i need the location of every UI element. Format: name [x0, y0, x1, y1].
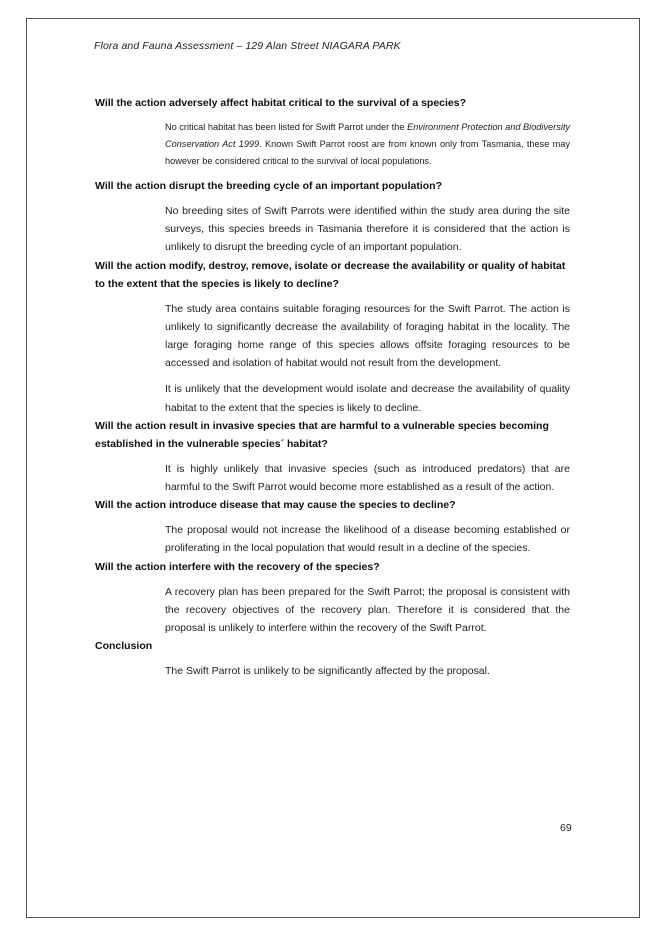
paragraph-text: . Known Swift Parrot roost are from known only from Tasmania, these may however be considered critical to the survival of local populations.	[165, 139, 570, 166]
section-heading: Will the action introduce disease that may cause the species to decline?	[95, 499, 456, 512]
section-disease	[95, 496, 570, 557]
section-heading: Will the action interfere with the recovery of the species?	[95, 560, 380, 573]
section-paragraph	[165, 119, 570, 170]
section-heading: Will the action modify, destroy, remove, isolate or decrease the availability or quality of habitat to the extent that the species is likely to decline?	[95, 259, 566, 290]
section-conclusion	[95, 637, 570, 680]
section-breeding-cycle	[95, 177, 570, 257]
section-habitat-modification	[95, 257, 570, 417]
page-number: 69	[560, 822, 572, 834]
section-paragraph: It is highly unlikely that invasive species (such as introduced predators) that are harmful to the Swift Parrot would become more established as a result of the action.	[165, 462, 570, 494]
section-paragraph: It is unlikely that the development would isolate and decrease the availability of quality habitat to the extent that the species is likely to decline.	[165, 383, 570, 414]
paragraph-text: No critical habitat has been listed for Swift Parrot under the	[165, 122, 408, 132]
running-header: Flora and Fauna Assessment – 129 Alan Street NIAGARA PARK	[94, 40, 401, 52]
section-paragraph: A recovery plan has been prepared for the Swift Parrot; the proposal is consistent with the recovery objectives of the recovery plan. Therefore it is considered that the proposal is unlikely to interfere within the recovery of the Swift Parrot.	[165, 585, 570, 635]
section-heading: Will the action adversely affect habitat critical to the survival of a species?	[95, 97, 467, 109]
section-recovery	[95, 558, 570, 638]
section-heading: Will the action disrupt the breeding cycle of an important population?	[95, 180, 443, 192]
document-body	[95, 94, 570, 680]
act-title: Environment Protection and Biodiversity Conservation Act 1999	[165, 122, 571, 149]
section-invasive-species	[95, 417, 570, 496]
section-paragraph: The study area contains suitable foraging resources for the Swift Parrot. The action is unlikely to significantly decrease the availability of foraging habitat in the locality. The large foraging home range of this species allows offsite foraging resources to be accessed and isolation of habitat would not result from the development.	[165, 302, 570, 370]
section-critical-habitat	[95, 94, 570, 170]
section-paragraph: The proposal would not increase the likelihood of a disease becoming established or proliferating in the local population that would result in a decline of the species.	[165, 524, 570, 555]
section-heading: Will the action result in invasive species that are harmful to a vulnerable species becoming established in the vulnerable species´ habitat?	[95, 419, 549, 450]
conclusion-paragraph: The Swift Parrot is unlikely to be significantly affected by the proposal.	[165, 665, 490, 678]
section-paragraph: No breeding sites of Swift Parrots were identified within the study area during the site surveys, this species breeds in Tasmania therefore it is considered that the action is unlikely to disrupt the breeding cycle of an important population.	[165, 205, 570, 254]
conclusion-heading: Conclusion	[95, 640, 153, 653]
